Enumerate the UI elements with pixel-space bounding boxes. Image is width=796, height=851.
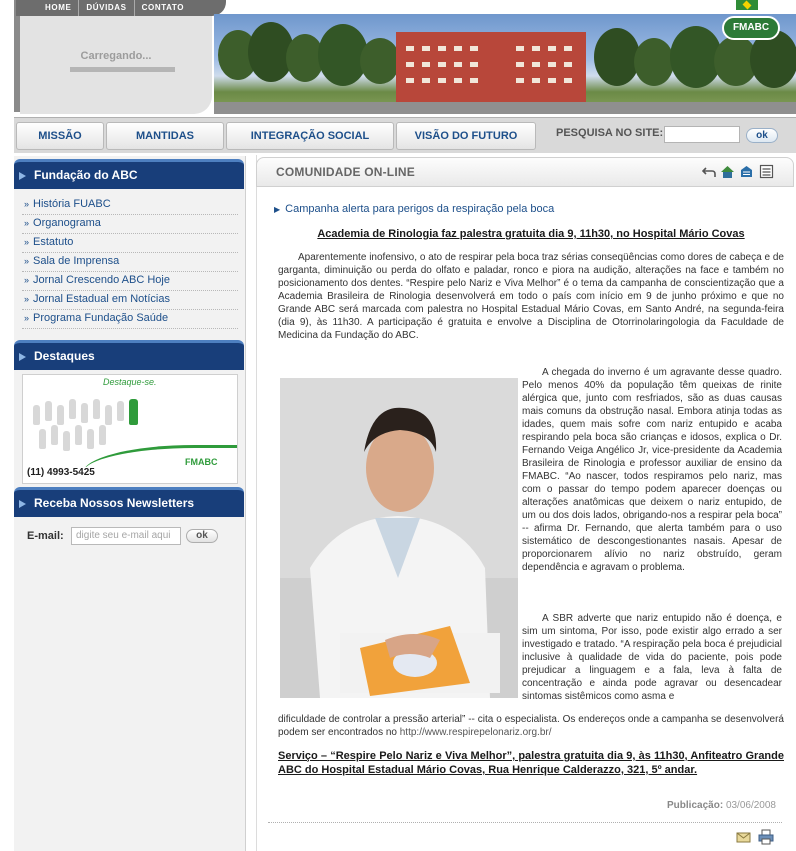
person-icon	[129, 399, 138, 425]
destaque-phone: (11) 4993-5425	[27, 467, 95, 478]
search-ok-button[interactable]: ok	[746, 128, 778, 143]
loading-bar	[70, 67, 175, 72]
hospital-building	[396, 32, 586, 104]
back-icon[interactable]	[702, 164, 717, 179]
service-info: Serviço – “Respire Pelo Nariz e Viva Melhor”, palestra gratuita dia 9, às 11h30, Anfiteatro Grande ABC do Hospital Estadual Mário Covas, Rua Henrique Calderazzo, 321, 5º andar.	[278, 750, 784, 776]
divider	[268, 822, 782, 823]
destaque-logo: FMABC	[185, 457, 218, 467]
search-input[interactable]	[664, 126, 740, 143]
email-label: E-mail:	[27, 530, 64, 542]
email-article-icon[interactable]	[736, 829, 752, 845]
top-nav-home-link[interactable]: HOME	[38, 0, 79, 16]
publication-date: Publicação: 03/06/2008	[667, 800, 776, 811]
loading-text: Carregando...	[80, 50, 152, 62]
menu-missao[interactable]: MISSÃO	[16, 122, 104, 150]
sidebar-item-jornal-estadual[interactable]: » Jornal Estadual em Notícias	[22, 291, 238, 310]
menu-integracao-social[interactable]: INTEGRAÇÃO SOCIAL	[226, 122, 394, 150]
menu-visao-do-futuro[interactable]: VISÃO DO FUTURO	[396, 122, 536, 150]
top-nav-contato-link[interactable]: CONTATO	[141, 3, 185, 12]
email-input[interactable]: digite seu e-mail aqui	[71, 527, 181, 545]
fmabc-logo[interactable]: FMABC	[722, 16, 780, 40]
article-paragraph-1: Aparentemente inofensivo, o ato de respirar pela boca traz sérias conseqüências como dores de cabeça e de garganta, diminuição ou perda do olfato e paladar, ronco e piora na audição, alterações na face e também no posicionamento dos dentes. “Respire pelo Nariz e Viva Melhor” é o tema da campanha de conscientização que a Academia Brasileira de Rinologia desenvolverá em todo o país com início em 9 de junho próximo e que no Grande ABC será marcada com palestra no Hospital Estadual Mário Covas, em Santo André, na segunda-feira (dia 9), às 11h30. A participação é gratuita e envolve a Disciplina de Otorrinolaringologia da Faculdade de Medicina da Fundação do ABC.	[278, 252, 784, 341]
top-nav-duvidas-link[interactable]: DÚVIDAS	[79, 0, 134, 16]
destaques-heading: Destaques	[14, 340, 244, 370]
sidebar-item-programa-saude[interactable]: » Programa Fundação Saúde	[22, 310, 238, 329]
menu-mantidas[interactable]: MANTIDAS	[106, 122, 224, 150]
doctor-photo	[280, 378, 518, 698]
article-paragraph-3b: dificuldade de controlar a pressão arterial” -- cita o especialista. Os endereços onde a campanha se desenvolverá podem ser encontrados no http://www.respirepelonariz.org.br/	[278, 714, 784, 738]
sidebar-item-sala-de-imprensa[interactable]: » Sala de Imprensa	[22, 253, 238, 272]
article-subtitle: Academia de Rinologia faz palestra gratuita dia 9, 11h30, no Hospital Mário Covas	[317, 228, 745, 240]
section-title: COMUNIDADE ON-LINE	[276, 165, 415, 179]
brazil-flag-icon[interactable]	[736, 0, 758, 10]
article-paragraph-2: A chegada do inverno é um agravante desse quadro. Pelo menos 40% da população têm queixas de rinite alérgica que, junto com resfriados, são as duas causas mais comuns da obstrução nasal. Embora atinja todas as idades, quem mais sofre com nariz entupido e acaba respirando pela boca são crianças e idosos, explica o Dr. Fernando Veiga Angélico Jr, vice-presidente da Academia Brasileira de Rinologia e professor auxiliar de ensino da FMABC. “Ao nascer, todos respiramos pelo nariz, mas com o passar do tempo podem aparecer doenças ou alterações anatômicas que deixem o nariz entupido, de um ou dos dois lados, obrigando-nos a respirar pela boca” -- afirma Dr. Fernando, que alerta também para o uso sistemático de descongestionantes nasais. Apesar de proporcionarem alívio no nariz obstruído, geram dependência e agravam o problema.	[522, 367, 782, 573]
fundacao-links	[22, 196, 238, 329]
sidebar-item-jornal-crescendo[interactable]: » Jornal Crescendo ABC Hoje	[22, 272, 238, 291]
newsletter-heading: Receba Nossos Newsletters	[14, 487, 244, 517]
destaque-banner[interactable]	[22, 374, 238, 484]
article-headline[interactable]: ▶ Campanha alerta para perigos da respiração pela boca	[274, 203, 555, 215]
print-article-icon[interactable]	[758, 829, 774, 845]
header-photo	[214, 14, 796, 114]
home-icon[interactable]	[720, 164, 735, 179]
road	[214, 102, 796, 114]
top-nav	[16, 0, 226, 16]
fundacao-heading: Fundação do ABC	[14, 159, 244, 189]
sidebar-item-historia[interactable]: » História FUABC	[22, 196, 238, 215]
destaque-title: Destaque-se.	[103, 377, 157, 387]
newsletter-ok-button[interactable]: ok	[186, 529, 218, 543]
share-icon[interactable]	[739, 164, 754, 179]
article-paragraph-3a: A SBR adverte que nariz entupido não é doença, e sim um sintoma, Por isso, pode existir algo errado a ser investigado e tratado. “A respiração pela boca é prejudicial inclusive à qualidade de vida do paciente, pois pode prejudicar a linguagem e a fala, leva à falta de concentração e ainda pode agravar ou desencadear sintomas sistêmicos como asma e	[522, 613, 782, 702]
sidebar-item-organograma[interactable]: » Organograma	[22, 215, 238, 234]
search-label: PESQUISA NO SITE:	[556, 127, 664, 139]
sidebar-item-estatuto[interactable]: » Estatuto	[22, 234, 238, 253]
print-icon[interactable]	[759, 164, 774, 179]
campaign-link[interactable]: http://www.respirepelonariz.org.br/	[399, 727, 552, 738]
loading-box	[20, 16, 212, 114]
